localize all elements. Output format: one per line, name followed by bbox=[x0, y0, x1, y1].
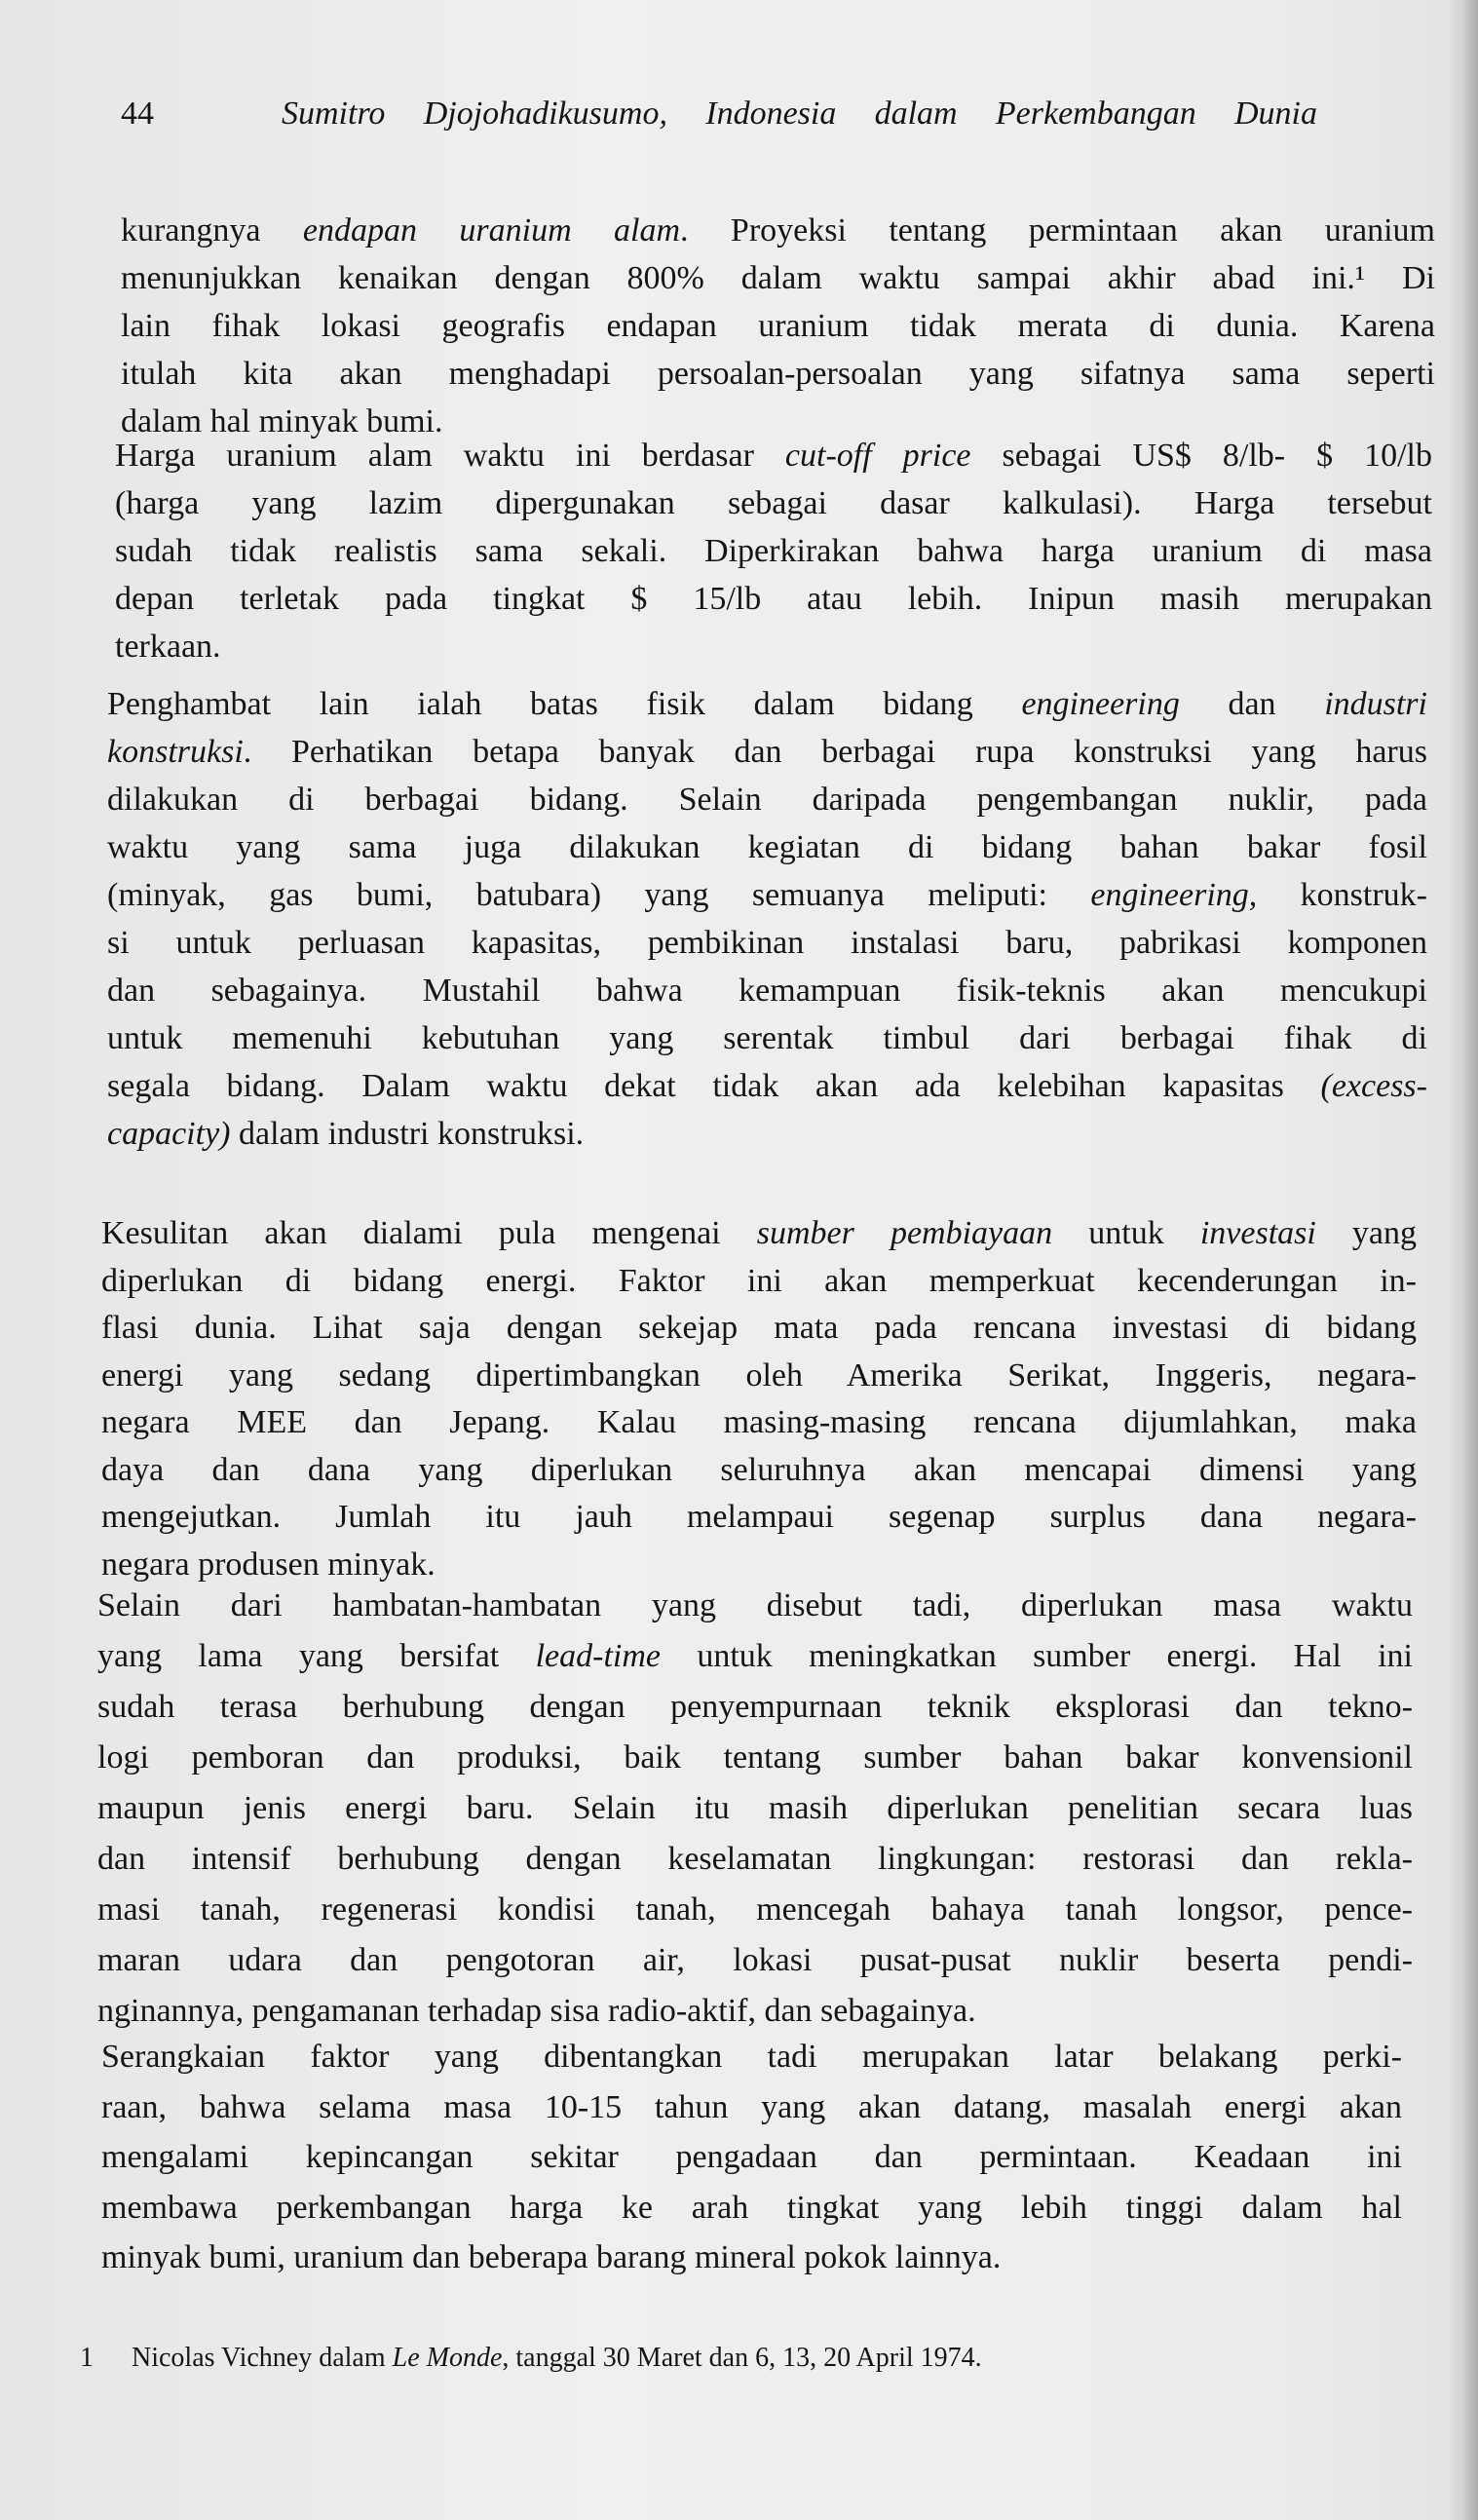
text-segment: konstruk- bbox=[1257, 877, 1427, 913]
text-segment: Penghambat lain ialah batas fisik dalam bidang bbox=[107, 686, 1022, 722]
text-line bbox=[101, 2082, 1402, 2133]
text-segment: nginannya, pengamanan terhadap sisa radio-aktif, dan sebagainya. bbox=[97, 1993, 976, 2029]
text-segment: membawa perkembangan harga ke arah tingkat yang lebih tinggi dalam hal bbox=[101, 2189, 1402, 2226]
text-segment: dalam industri konstruksi. bbox=[230, 1116, 585, 1152]
text-line bbox=[101, 1305, 1417, 1353]
text-segment: dan sebagainya. Mustahil bahwa kemampuan fisik-teknis akan mencukupi bbox=[107, 973, 1427, 1009]
text-segment: . Perhatikan betapa banyak dan berbagai rupa konstruksi yang harus bbox=[243, 734, 1427, 770]
text-segment: dalam hal minyak bumi. bbox=[121, 403, 443, 439]
text-line bbox=[97, 1986, 1413, 2037]
italic-term: endapan uranium alam bbox=[302, 212, 681, 248]
text-line bbox=[107, 1014, 1427, 1062]
text-line bbox=[115, 575, 1432, 623]
text-line bbox=[101, 1258, 1417, 1306]
text-segment: kurangnya bbox=[121, 212, 303, 248]
text-segment: logi pemboran dan produksi, baik tentang sumber bahan bakar konvensionil bbox=[97, 1739, 1413, 1775]
text-segment: untuk bbox=[1052, 1215, 1200, 1251]
text-segment: menunjukkan kenaikan dengan 800% dalam waktu sampai akhir abad ini.¹ Di bbox=[121, 260, 1435, 296]
text-segment: untuk meningkatkan sumber energi. Hal ini bbox=[660, 1638, 1413, 1674]
paragraph bbox=[97, 1581, 1413, 2037]
text-segment: waktu yang sama juga dilakukan kegiatan di bidang bahan bakar fosil bbox=[107, 829, 1427, 865]
text-segment: untuk memenuhi kebutuhan yang serentak timbul dari berbagai fihak di bbox=[107, 1020, 1427, 1056]
text-segment: flasi dunia. Lihat saja dengan sekejap mata pada rencana investasi di bidang bbox=[101, 1310, 1417, 1346]
text-segment: sudah tidak realistis sama sekali. Diperkirakan bahwa harga uranium di masa bbox=[115, 533, 1432, 569]
text-segment: sudah terasa berhubung dengan penyempurnaan teknik eksplorasi dan tekno- bbox=[97, 1689, 1413, 1725]
footnote bbox=[80, 2343, 982, 2374]
text-segment: Harga uranium alam waktu ini berdasar bbox=[115, 438, 785, 474]
text-segment: Serangkaian faktor yang dibentangkan tadi merupakan latar belakang perki- bbox=[101, 2039, 1402, 2075]
page-edge-shadow bbox=[1460, 0, 1478, 2520]
text-segment: Kesulitan akan dialami pula mengenai bbox=[101, 1215, 757, 1251]
footnote-number: 1 bbox=[80, 2343, 94, 2373]
italic-term: industri bbox=[1324, 686, 1427, 722]
text-segment: maupun jenis energi baru. Selain itu masih diperlukan penelitian secara luas bbox=[97, 1790, 1413, 1826]
text-line bbox=[115, 623, 1432, 670]
text-segment: yang bbox=[1315, 1215, 1418, 1251]
text-segment: (minyak, gas bumi, batubara) yang semuanya meliputi: bbox=[107, 877, 1091, 913]
text-segment: lain fihak lokasi geografis endapan uranium tidak merata di dunia. Karena bbox=[121, 308, 1435, 344]
text-segment: minyak bumi, uranium dan beberapa barang mineral pokok lainnya. bbox=[101, 2239, 1002, 2275]
text-segment: Selain dari hambatan-hambatan yang disebut tadi, diperlukan masa waktu bbox=[97, 1587, 1413, 1623]
text-segment: negara MEE dan Jepang. Kalau masing-masing rencana dijumlahkan, maka bbox=[101, 1404, 1417, 1440]
page-number: 44 bbox=[121, 95, 154, 132]
italic-term: konstruksi bbox=[107, 734, 244, 770]
text-line bbox=[107, 1110, 1427, 1158]
text-segment: itulah kita akan menghadapi persoalan-persoalan yang sifatnya sama seperti bbox=[121, 356, 1435, 392]
text-line bbox=[107, 871, 1427, 919]
text-line bbox=[107, 680, 1427, 728]
text-line bbox=[97, 1682, 1413, 1733]
text-line bbox=[101, 1353, 1417, 1400]
text-segment: mengejutkan. Jumlah itu jauh melampaui segenap surplus dana negara- bbox=[101, 1499, 1417, 1535]
text-segment: depan terletak pada tingkat $ 15/lb atau lebih. Inipun masih merupakan bbox=[115, 581, 1432, 617]
text-line bbox=[101, 1399, 1417, 1447]
paragraph bbox=[121, 207, 1435, 445]
text-line bbox=[107, 776, 1427, 823]
italic-term: sumber pembiayaan bbox=[756, 1215, 1053, 1251]
text-line bbox=[115, 432, 1432, 479]
text-segment: daya dan dana yang diperlukan seluruhnya akan mencapai dimensi yang bbox=[101, 1451, 1417, 1488]
text-segment: dan bbox=[1179, 686, 1325, 722]
text-line bbox=[107, 967, 1427, 1014]
italic-term: engineering, bbox=[1090, 877, 1258, 913]
text-line bbox=[121, 207, 1435, 254]
text-line bbox=[97, 1733, 1413, 1783]
italic-term: (excess- bbox=[1320, 1068, 1427, 1104]
text-line bbox=[101, 2032, 1402, 2082]
text-line bbox=[121, 254, 1435, 302]
text-line bbox=[101, 2233, 1402, 2283]
footnote-text: Nicolas Vichney dalam bbox=[132, 2343, 393, 2373]
text-segment: dilakukan di berbagai bidang. Selain daripada pengembangan nuklir, pada bbox=[107, 782, 1427, 818]
text-segment: yang lama yang bersifat bbox=[97, 1638, 536, 1674]
footnote-text-end: , tanggal 30 Maret dan 6, 13, 20 April 1974. bbox=[502, 2343, 982, 2373]
text-line bbox=[97, 1581, 1413, 1631]
text-line bbox=[107, 919, 1427, 967]
paragraph bbox=[107, 680, 1427, 1158]
text-line bbox=[115, 479, 1432, 527]
paragraph bbox=[115, 432, 1432, 670]
text-line bbox=[101, 2183, 1402, 2234]
text-segment: sebagai US$ 8/lb- $ 10/lb bbox=[970, 438, 1432, 474]
text-line bbox=[121, 350, 1435, 398]
text-segment: maran udara dan pengotoran air, lokasi pusat-pusat nuklir beserta pendi- bbox=[97, 1942, 1413, 1978]
text-segment: terkaan. bbox=[115, 629, 221, 665]
text-line bbox=[121, 302, 1435, 350]
text-line bbox=[97, 1834, 1413, 1885]
text-line bbox=[107, 823, 1427, 871]
text-line bbox=[101, 2132, 1402, 2183]
text-line bbox=[101, 1447, 1417, 1495]
text-segment: raan, bahwa selama masa 10-15 tahun yang akan datang, masalah energi akan bbox=[101, 2088, 1402, 2125]
text-line bbox=[107, 728, 1427, 776]
paragraph bbox=[101, 1210, 1417, 1588]
text-line bbox=[97, 1885, 1413, 1935]
text-line bbox=[101, 1210, 1417, 1258]
text-line bbox=[97, 1631, 1413, 1682]
text-segment: energi yang sedang dipertimbangkan oleh Amerika Serikat, Inggeris, negara- bbox=[101, 1356, 1417, 1394]
italic-term: capacity) bbox=[107, 1116, 231, 1152]
text-segment: diperlukan di bidang energi. Faktor ini akan memperkuat kecenderungan in- bbox=[101, 1262, 1417, 1299]
italic-term: investasi bbox=[1199, 1215, 1316, 1251]
footnote-source: Le Monde bbox=[392, 2343, 503, 2373]
text-line bbox=[115, 527, 1432, 575]
text-segment: mengalami kepincangan sekitar pengadaan dan permintaan. Keadaan ini bbox=[101, 2139, 1402, 2175]
text-segment: masi tanah, regenerasi kondisi tanah, mencegah bahaya tanah longsor, pence- bbox=[97, 1891, 1413, 1928]
text-segment: dan intensif berhubung dengan keselamatan lingkungan: restorasi dan rekla- bbox=[97, 1841, 1413, 1877]
text-line bbox=[107, 1062, 1427, 1110]
text-segment: si untuk perluasan kapasitas, pembikinan instalasi baru, pabrikasi komponen bbox=[107, 925, 1427, 961]
text-line bbox=[97, 1935, 1413, 1986]
italic-term: lead-time bbox=[535, 1638, 661, 1674]
text-line bbox=[97, 1783, 1413, 1834]
paragraph bbox=[101, 2032, 1402, 2283]
text-segment: segala bidang. Dalam waktu dekat tidak akan ada kelebihan kapasitas bbox=[107, 1068, 1321, 1104]
running-title: Sumitro Djojohadikusumo, Indonesia dalam Perkembangan Dunia bbox=[282, 95, 1317, 132]
text-segment: negara produsen minyak. bbox=[101, 1546, 436, 1583]
italic-term: cut-off price bbox=[784, 438, 971, 474]
text-line bbox=[101, 1494, 1417, 1542]
italic-term: engineering bbox=[1021, 686, 1180, 722]
text-segment: (harga yang lazim dipergunakan sebagai dasar kalkulasi). Harga tersebut bbox=[115, 485, 1432, 521]
text-segment: . Proyeksi tentang permintaan akan uranium bbox=[680, 212, 1435, 248]
